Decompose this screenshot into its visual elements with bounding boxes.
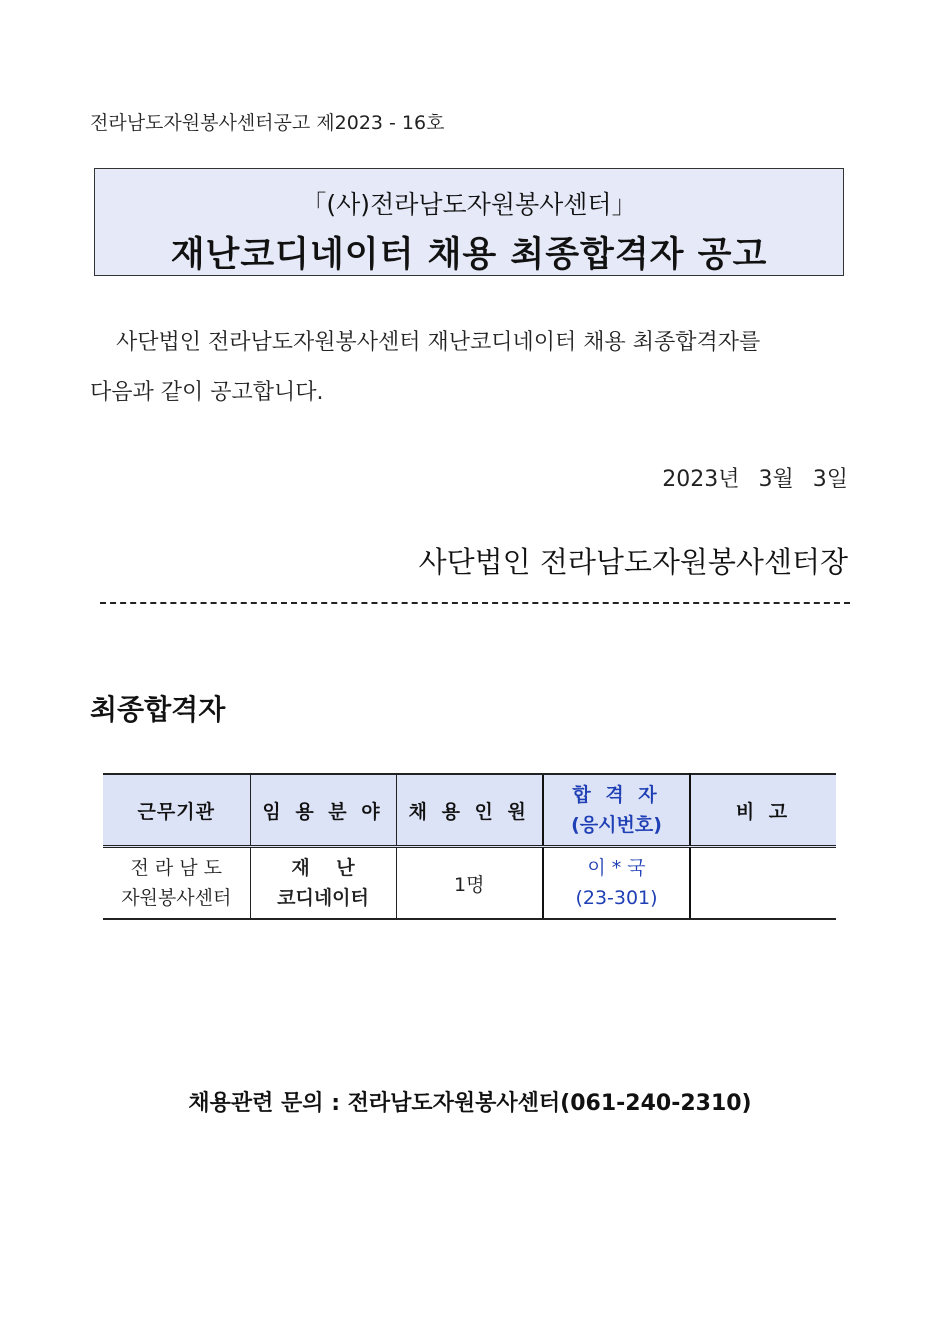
cell-field-line1: 재 난 (291, 857, 355, 879)
header-count: 채 용 인 원 (396, 774, 543, 847)
issuer: 사단법인 전라남도자원봉사센터장 (418, 545, 848, 579)
announcement-date: 2023년 3월 3일 (662, 467, 848, 492)
cell-org-line1: 전 라 남 도 (130, 857, 223, 879)
cell-field (250, 847, 396, 920)
cell-pass-number: (23-301) (575, 887, 658, 909)
notice-number: 전라남도자원봉사센터공고 제2023 - 16호 (90, 112, 445, 134)
header-pass-label: 합 격 자 (572, 784, 661, 806)
page-title: 재난코디네이터 채용 최종합격자 공고 (170, 235, 768, 275)
header-pass-sub: (응시번호) (571, 814, 662, 836)
table-row (103, 847, 836, 920)
cell-note (690, 847, 836, 920)
cell-field-line2: 코디네이터 (277, 887, 369, 909)
dashed-divider (100, 602, 850, 604)
body-line-1: 사단법인 전라남도자원봉사센터 재난코디네이터 채용 최종합격자를 (116, 330, 761, 355)
header-org: 근무기관 (103, 774, 250, 847)
table-header-row (103, 774, 836, 847)
header-field: 임 용 분 야 (250, 774, 396, 847)
section-title: 최종합격자 (90, 693, 226, 726)
contact-info: 채용관련 문의 : 전라남도자원봉사센터(061-240-2310) (188, 1091, 752, 1116)
cell-pass-name: 이 * 국 (587, 857, 646, 879)
results-table (103, 773, 836, 920)
title-organization: 「(사)전라남도자원봉사센터」 (301, 190, 637, 219)
body-line-2: 다음과 같이 공고합니다. (90, 380, 324, 405)
header-pass (543, 774, 690, 847)
cell-org-line2: 자원봉사센터 (121, 887, 232, 909)
announcement-body (90, 318, 860, 418)
cell-pass (543, 847, 690, 920)
cell-count: 1명 (396, 847, 543, 920)
header-note: 비 고 (690, 774, 836, 847)
cell-org (103, 847, 250, 920)
title-box (94, 168, 844, 276)
